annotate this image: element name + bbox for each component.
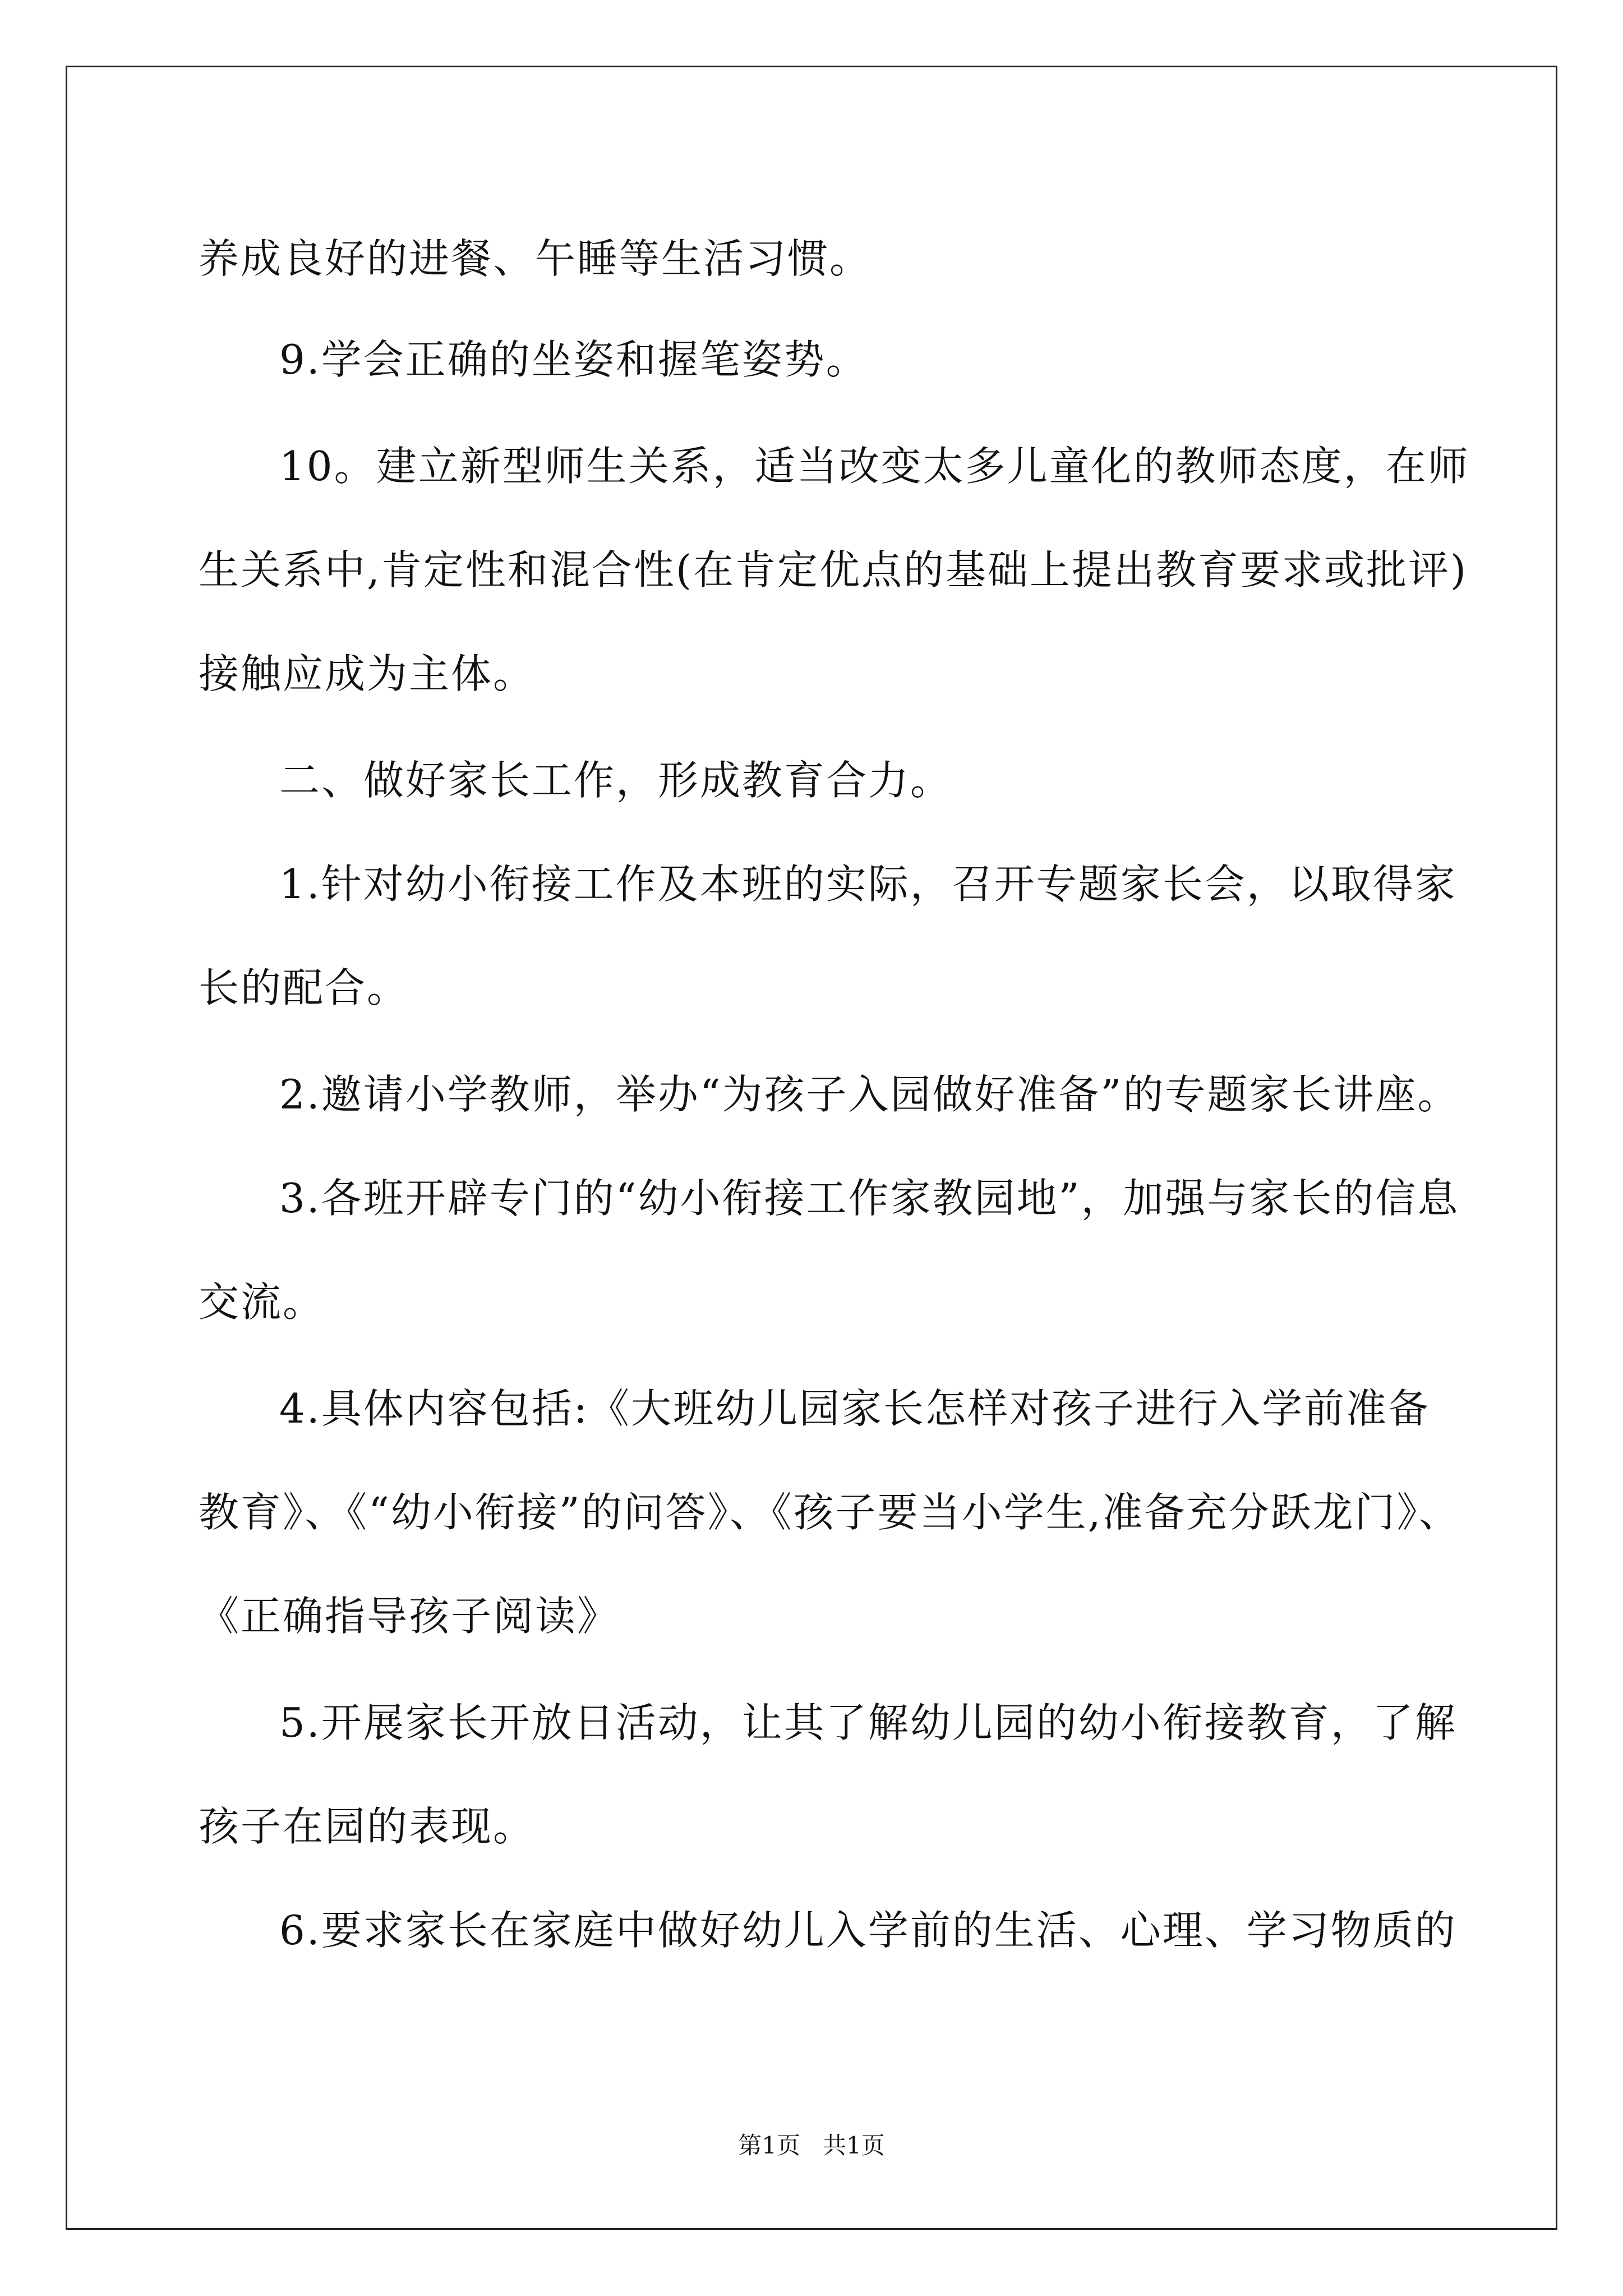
text-line: 《正确指导孩子阅读》 bbox=[199, 1593, 620, 1640]
text-line: 1.针对幼小衔接工作及本班的实际，召开专题家长会，以取得家 bbox=[279, 861, 1457, 908]
text-line: 6.要求家长在家庭中做好幼儿入学前的生活、心理、学习物质的 bbox=[279, 1907, 1457, 1954]
text-line: 10。建立新型师生关系，适当改变太多儿童化的教师态度，在师 bbox=[279, 443, 1470, 490]
page-number-footer: 第1页 共1页 bbox=[738, 2132, 885, 2159]
text-line: 4.具体内容包括:《大班幼儿园家长怎样对孩子进行入学前准备 bbox=[279, 1385, 1430, 1432]
text-line: 生关系中,肯定性和混合性(在肯定优点的基础上提出教育要求或批评) bbox=[199, 546, 1468, 593]
text-line: 9.学会正确的坐姿和握笔姿势。 bbox=[279, 336, 868, 383]
text-line: 教育》、《“幼小衔接”的问答》、《孩子要当小学生,准备充分跃龙门》、 bbox=[199, 1489, 1461, 1536]
text-line: 接触应成为主体。 bbox=[199, 650, 536, 697]
text-line: 孩子在园的表现。 bbox=[199, 1803, 536, 1850]
text-line: 3.各班开辟专门的“幼小衔接工作家教园地”，加强与家长的信息 bbox=[279, 1175, 1460, 1222]
text-line: 交流。 bbox=[199, 1278, 325, 1326]
page-border bbox=[66, 66, 1557, 2230]
section-heading: 二、做好家长工作，形成教育合力。 bbox=[279, 757, 953, 804]
text-line: 养成良好的进餐、午睡等生活习惯。 bbox=[199, 235, 872, 282]
text-line: 长的配合。 bbox=[199, 964, 409, 1011]
text-line: 2.邀请小学教师，举办“为孩子入园做好准备”的专题家长讲座。 bbox=[279, 1071, 1460, 1118]
text-line: 5.开展家长开放日活动，让其了解幼儿园的幼小衔接教育，了解 bbox=[279, 1699, 1457, 1746]
